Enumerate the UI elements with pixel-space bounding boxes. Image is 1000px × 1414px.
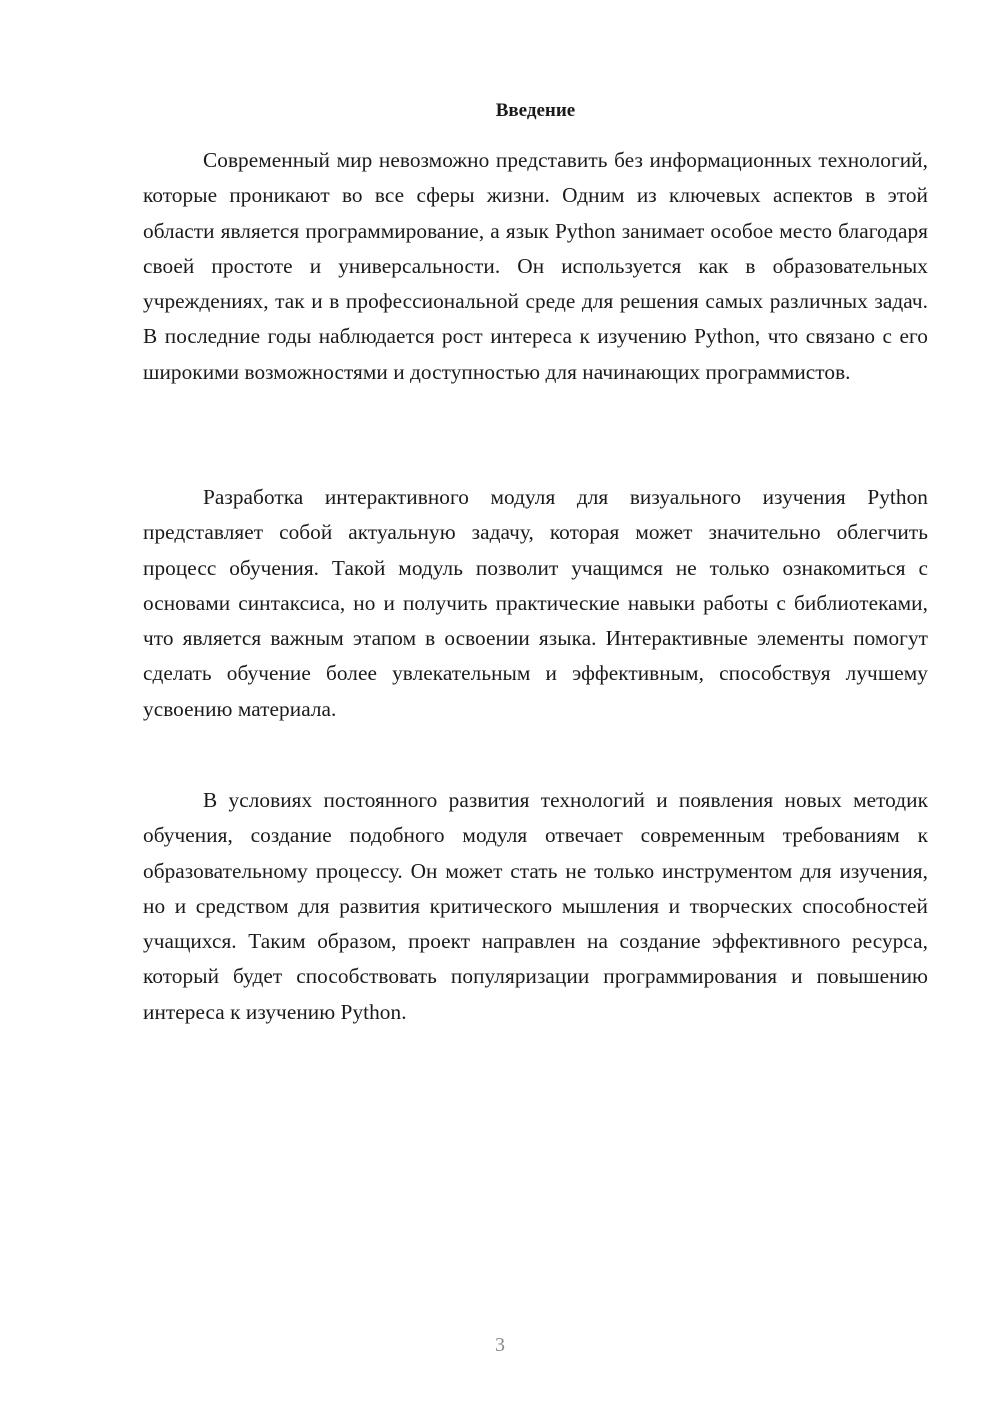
- paragraph-module-development: Разработка интерактивного модуля для визуального изучения Python представляет собой актуальную задачу, которая может значительно облегчить процесс обучения. Такой модуль позволит учащимся не только ознакомиться с основами синтаксиса, но и получить практические навыки работы с библиотеками, что является важным этапом в освоении языка. Интерактивные элементы помогут сделать обучение более увлекательным и эффективным, способствуя лучшему усвоению материала.: [143, 485, 928, 721]
- section-title: Введение: [495, 100, 576, 121]
- paragraph-intro: Современный мир невозможно представить без информационных технологий, которые проникают во все сферы жизни. Одним из ключевых аспектов в этой области является программирование, а язык Python занимает особое место благодаря своей простоте и универсальности. Он используется как в образовательных учреждениях, так и в профессиональной среде для решения самых различных задач. В последние годы наблюдается рост интереса к изучению Python, что связано с его широкими возможностями и доступностью для начинающих программистов.: [143, 148, 928, 384]
- paragraph-conclusion: В условиях постоянного развития технологий и появления новых методик обучения, создание подобного модуля отвечает современным требованиям к образовательному процессу. Он может стать не только инструментом для изучения, но и средством для развития критического мышления и творческих способностей учащихся. Таким образом, проект направлен на создание эффективного ресурса, который будет способствовать популяризации программирования и повышению интереса к изучению Python.: [143, 788, 928, 1024]
- page-number: 3: [495, 1334, 505, 1356]
